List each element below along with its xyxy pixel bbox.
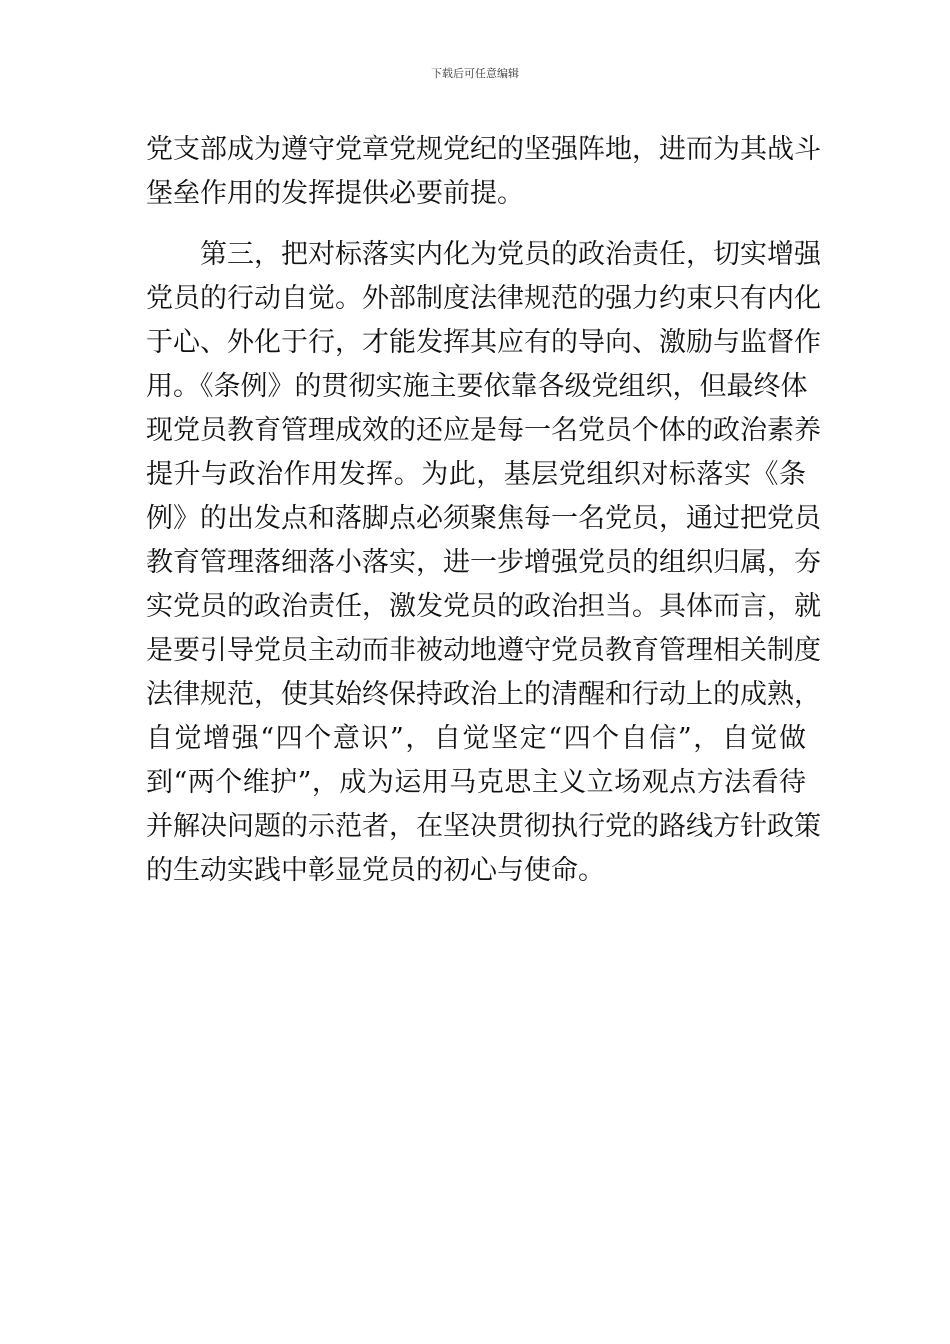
text-line: 实党员的政治责任，激发党员的政治担当。具体而言，就 xyxy=(146,591,821,622)
text-line: 法律规范，使其始终保持政治上的清醒和行动上的成熟， xyxy=(146,679,821,710)
paragraph-gap xyxy=(146,216,806,233)
document-body xyxy=(146,128,821,893)
text-line: 第三，把对标落实内化为党员的政治责任，切实增强 xyxy=(200,239,821,270)
paragraph-1 xyxy=(146,128,821,216)
text-line: 用。《条例》的贯彻实施主要依靠各级党组织，但最终体 xyxy=(146,371,808,402)
text-line: 的生动实践中彰显党员的初心与使命。 xyxy=(146,855,605,886)
text-line: 党员的行动自觉。外部制度法律规范的强力约束只有内化 xyxy=(146,283,821,314)
text-line: 于心、外化于行，才能发挥其应有的导向、激励与监督作 xyxy=(146,327,821,358)
text-line: 现党员教育管理成效的还应是每一名党员个体的政治素养 xyxy=(146,415,821,446)
page-header: 下载后可任意编辑 xyxy=(431,67,519,80)
text-line: 提升与政治作用发挥。为此，基层党组织对标落实《条 xyxy=(146,459,806,490)
text-line: 教育管理落细落小落实，进一步增强党员的组织归属，夯 xyxy=(146,547,821,578)
text-line: 党支部成为遵守党章党规党纪的坚强阵地，进而为其战斗 xyxy=(146,134,821,165)
text-line: 是要引导党员主动而非被动地遵守党员教育管理相关制度 xyxy=(146,635,821,666)
text-line: 并解决问题的示范者，在坚决贯彻执行党的路线方针政策 xyxy=(146,811,821,842)
text-line: 自觉增强“四个意识”，自觉坚定“四个自信”，自觉做 xyxy=(146,723,806,754)
paragraph-2 xyxy=(146,233,821,893)
text-line: 到“两个维护”，成为运用马克思主义立场观点方法看待 xyxy=(146,767,806,798)
text-line: 堡垒作用的发挥提供必要前提。 xyxy=(146,178,524,209)
text-line: 例》的出发点和落脚点必须聚焦每一名党员，通过把党员 xyxy=(146,503,821,534)
